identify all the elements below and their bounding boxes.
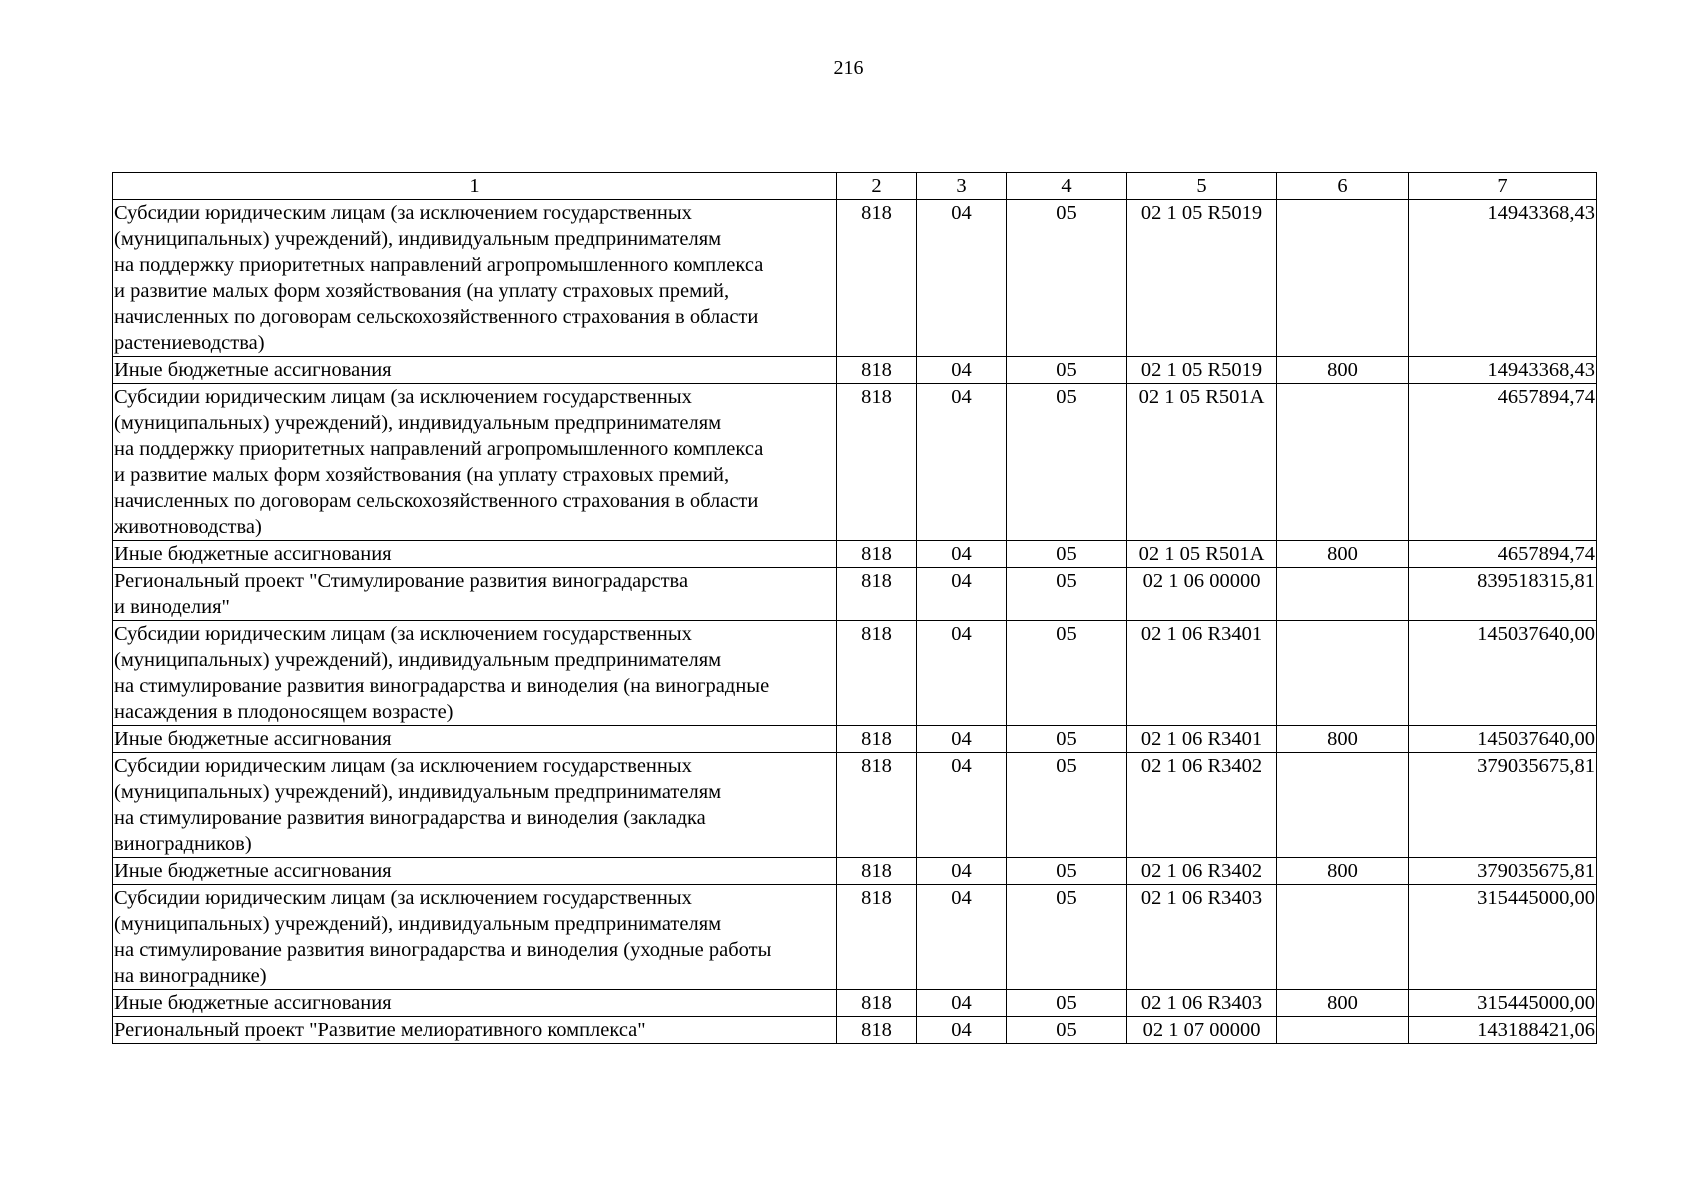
section-code-cell: 04 bbox=[917, 568, 1007, 621]
target-article-cell: 02 1 07 00000 bbox=[1127, 1017, 1277, 1044]
section-code-cell: 04 bbox=[917, 384, 1007, 541]
row-name-cell: Субсидии юридическим лицам (за исключением государственных (муниципальных) учреждений), индивидуальным предпринимателям на стимулирование развития виноградарства и виноделия (уходные работы на винограднике) bbox=[113, 885, 837, 990]
section-code-cell: 04 bbox=[917, 726, 1007, 753]
amount-cell: 315445000,00 bbox=[1409, 885, 1597, 990]
row-name-cell: Субсидии юридическим лицам (за исключением государственных (муниципальных) учреждений), индивидуальным предпринимателям на поддержку приоритетных направлений агропромышленного комплекса и развитие малых форм хозяйствования (на уплату страховых премий, начисленных по договорам сельскохозяйственного страхования в области растениеводства) bbox=[113, 200, 837, 357]
ministry-code-cell: 818 bbox=[837, 1017, 917, 1044]
ministry-code-cell: 818 bbox=[837, 990, 917, 1017]
section-code-cell: 04 bbox=[917, 621, 1007, 726]
table-row bbox=[113, 858, 1597, 885]
table-row bbox=[113, 568, 1597, 621]
ministry-code-cell: 818 bbox=[837, 621, 917, 726]
column-header: 2 bbox=[837, 173, 917, 200]
expense-type-cell: 800 bbox=[1277, 541, 1409, 568]
amount-cell: 379035675,81 bbox=[1409, 753, 1597, 858]
target-article-cell: 02 1 05 R5019 bbox=[1127, 357, 1277, 384]
column-header: 1 bbox=[113, 173, 837, 200]
amount-cell: 4657894,74 bbox=[1409, 384, 1597, 541]
table-row bbox=[113, 885, 1597, 990]
subsection-code-cell: 05 bbox=[1007, 357, 1127, 384]
expense-type-cell bbox=[1277, 885, 1409, 990]
row-name-cell: Региональный проект "Стимулирование развития виноградарства и виноделия" bbox=[113, 568, 837, 621]
page-number: 216 bbox=[833, 57, 864, 79]
amount-cell: 315445000,00 bbox=[1409, 990, 1597, 1017]
section-code-cell: 04 bbox=[917, 753, 1007, 858]
column-header: 7 bbox=[1409, 173, 1597, 200]
expense-type-cell bbox=[1277, 568, 1409, 621]
table-row bbox=[113, 753, 1597, 858]
column-header: 3 bbox=[917, 173, 1007, 200]
column-header: 4 bbox=[1007, 173, 1127, 200]
column-header: 5 bbox=[1127, 173, 1277, 200]
subsection-code-cell: 05 bbox=[1007, 621, 1127, 726]
table-row bbox=[113, 357, 1597, 384]
section-code-cell: 04 bbox=[917, 357, 1007, 384]
table-body bbox=[113, 200, 1597, 1044]
ministry-code-cell: 818 bbox=[837, 357, 917, 384]
row-name-cell: Иные бюджетные ассигнования bbox=[113, 357, 837, 384]
amount-cell: 379035675,81 bbox=[1409, 858, 1597, 885]
expense-type-cell: 800 bbox=[1277, 357, 1409, 384]
column-header: 6 bbox=[1277, 173, 1409, 200]
ministry-code-cell: 818 bbox=[837, 384, 917, 541]
subsection-code-cell: 05 bbox=[1007, 384, 1127, 541]
section-code-cell: 04 bbox=[917, 885, 1007, 990]
target-article-cell: 02 1 05 R501A bbox=[1127, 384, 1277, 541]
expense-type-cell bbox=[1277, 621, 1409, 726]
ministry-code-cell: 818 bbox=[837, 885, 917, 990]
section-code-cell: 04 bbox=[917, 858, 1007, 885]
target-article-cell: 02 1 06 R3401 bbox=[1127, 726, 1277, 753]
subsection-code-cell: 05 bbox=[1007, 858, 1127, 885]
amount-cell: 14943368,43 bbox=[1409, 357, 1597, 384]
expense-type-cell bbox=[1277, 384, 1409, 541]
table-row bbox=[113, 621, 1597, 726]
expense-type-cell: 800 bbox=[1277, 990, 1409, 1017]
target-article-cell: 02 1 06 R3403 bbox=[1127, 885, 1277, 990]
table-row bbox=[113, 1017, 1597, 1044]
subsection-code-cell: 05 bbox=[1007, 1017, 1127, 1044]
amount-cell: 4657894,74 bbox=[1409, 541, 1597, 568]
target-article-cell: 02 1 06 R3401 bbox=[1127, 621, 1277, 726]
subsection-code-cell: 05 bbox=[1007, 990, 1127, 1017]
subsection-code-cell: 05 bbox=[1007, 726, 1127, 753]
expense-type-cell bbox=[1277, 753, 1409, 858]
row-name-cell: Региональный проект "Развитие мелиоративного комплекса" bbox=[113, 1017, 837, 1044]
row-name-cell: Субсидии юридическим лицам (за исключением государственных (муниципальных) учреждений), индивидуальным предпринимателям на стимулирование развития виноградарства и виноделия (на виноградные насаждения в плодоносящем возрасте) bbox=[113, 621, 837, 726]
target-article-cell: 02 1 06 R3403 bbox=[1127, 990, 1277, 1017]
table-row bbox=[113, 384, 1597, 541]
target-article-cell: 02 1 06 00000 bbox=[1127, 568, 1277, 621]
section-code-cell: 04 bbox=[917, 541, 1007, 568]
target-article-cell: 02 1 06 R3402 bbox=[1127, 753, 1277, 858]
row-name-cell: Субсидии юридическим лицам (за исключением государственных (муниципальных) учреждений), индивидуальным предпринимателям на стимулирование развития виноградарства и виноделия (закладка виноградников) bbox=[113, 753, 837, 858]
target-article-cell: 02 1 06 R3402 bbox=[1127, 858, 1277, 885]
subsection-code-cell: 05 bbox=[1007, 885, 1127, 990]
table-row bbox=[113, 726, 1597, 753]
target-article-cell: 02 1 05 R501A bbox=[1127, 541, 1277, 568]
expense-type-cell bbox=[1277, 200, 1409, 357]
budget-table bbox=[112, 172, 1597, 1044]
amount-cell: 14943368,43 bbox=[1409, 200, 1597, 357]
amount-cell: 145037640,00 bbox=[1409, 726, 1597, 753]
row-name-cell: Иные бюджетные ассигнования bbox=[113, 858, 837, 885]
ministry-code-cell: 818 bbox=[837, 858, 917, 885]
expense-type-cell: 800 bbox=[1277, 858, 1409, 885]
row-name-cell: Иные бюджетные ассигнования bbox=[113, 541, 837, 568]
table-row bbox=[113, 990, 1597, 1017]
subsection-code-cell: 05 bbox=[1007, 753, 1127, 858]
row-name-cell: Иные бюджетные ассигнования bbox=[113, 990, 837, 1017]
target-article-cell: 02 1 05 R5019 bbox=[1127, 200, 1277, 357]
amount-cell: 839518315,81 bbox=[1409, 568, 1597, 621]
expense-type-cell bbox=[1277, 1017, 1409, 1044]
subsection-code-cell: 05 bbox=[1007, 541, 1127, 568]
table-row bbox=[113, 200, 1597, 357]
amount-cell: 145037640,00 bbox=[1409, 621, 1597, 726]
table-row bbox=[113, 541, 1597, 568]
ministry-code-cell: 818 bbox=[837, 541, 917, 568]
ministry-code-cell: 818 bbox=[837, 726, 917, 753]
section-code-cell: 04 bbox=[917, 200, 1007, 357]
ministry-code-cell: 818 bbox=[837, 753, 917, 858]
section-code-cell: 04 bbox=[917, 1017, 1007, 1044]
row-name-cell: Иные бюджетные ассигнования bbox=[113, 726, 837, 753]
amount-cell: 143188421,06 bbox=[1409, 1017, 1597, 1044]
subsection-code-cell: 05 bbox=[1007, 200, 1127, 357]
subsection-code-cell: 05 bbox=[1007, 568, 1127, 621]
ministry-code-cell: 818 bbox=[837, 568, 917, 621]
row-name-cell: Субсидии юридическим лицам (за исключением государственных (муниципальных) учреждений), индивидуальным предпринимателям на поддержку приоритетных направлений агропромышленного комплекса и развитие малых форм хозяйствования (на уплату страховых премий, начисленных по договорам сельскохозяйственного страхования в области животноводства) bbox=[113, 384, 837, 541]
header-row bbox=[113, 173, 1597, 200]
expense-type-cell: 800 bbox=[1277, 726, 1409, 753]
ministry-code-cell: 818 bbox=[837, 200, 917, 357]
section-code-cell: 04 bbox=[917, 990, 1007, 1017]
